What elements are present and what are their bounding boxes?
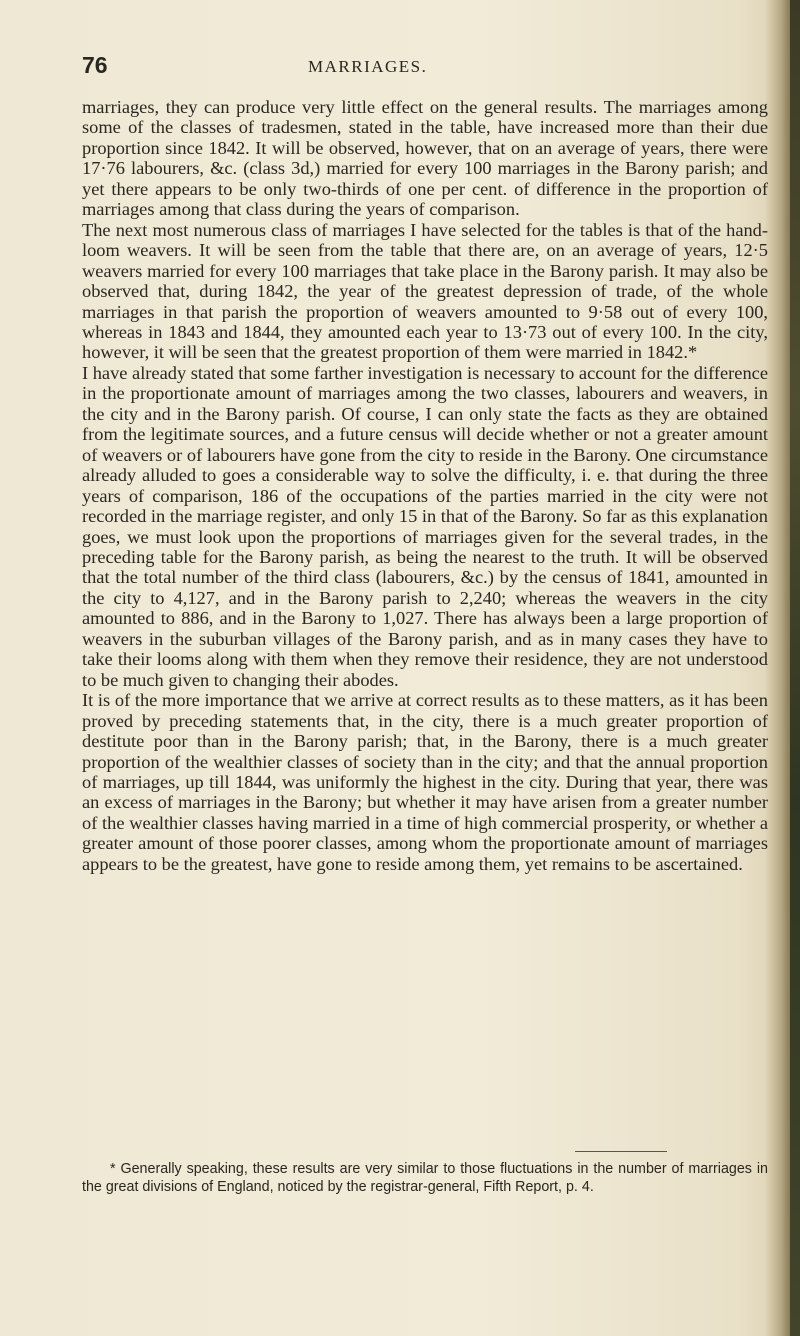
binding-edge — [790, 0, 800, 1336]
paragraph-1: marriages, they can produce very little effect on the general results. The marriages among some of the classes of tradesmen, stated in the table, have increased more than their due proportion since 1842. It will be observed, however, that on an average of years, there were 17·76 labourers, &c. (class 3d,) married for every 100 marriages in the Barony parish; and yet there appears to be only two-thirds of one per cent. of difference in the proportion of marriages among that class during the years of comparison. — [82, 97, 768, 220]
body-text — [82, 97, 768, 874]
paragraph-4: It is of the more importance that we arrive at correct results as to these matters, as it has been proved by preceding statements that, in the city, there is a much greater proportion of destitute poor than in the Barony parish; that, in the Barony, there is a much greater proportion of the wealthier classes of society than in the city; and that the annual proportion of marriages, up till 1844, was uniformly the highest in the city. During that year, there was an excess of marriages in the Barony; but whether it may have arisen from a greater number of the wealthier classes having married in a time of high commercial prosperity, or whether a greater amount of those poorer classes, among whom the proportionate amount of marriages appears to be the greatest, have gone to reside among them, yet remains to be ascertained. — [82, 690, 768, 874]
running-head: MARRIAGES. — [308, 57, 428, 76]
paragraph-2: The next most numerous class of marriages I have selected for the tables is that of the hand-loom weavers. It will be seen from the table that there are, on an average of years, 12·5 weavers married for every 100 marriages that take place in the Barony parish. It may also be observed that, during 1842, the year of the greatest depression of trade, of the whole marriages in that parish the proportion of weavers amounted to 9·58 out of every 100, whereas in 1843 and 1844, they amounted each year to 13·73 out of every 100. In the city, however, it will be seen that the greatest proportion of them were married in 1842.* — [82, 219, 768, 363]
footnote-rule — [575, 1151, 667, 1152]
page-number: 76 — [82, 52, 108, 78]
paragraph-3: I have already stated that some farther investigation is necessary to account for the difference in the proportionate amount of marriages among the two classes, labourers and weavers, in the city and in the Barony parish. Of course, I can only state the facts as they are obtained from the legitimate sources, and a future census will decide whether or not a greater amount of weavers or of labourers have gone from the city to reside in the Barony. One circumstance already alluded to goes a considerable way to solve the difficulty, i. e. that during the three years of comparison, 186 of the occupations of the parties married in the city were not recorded in the marriage register, and only 15 in that of the Barony. So far as this explanation goes, we must look upon the proportions of marriages given for the several trades, in the preceding table for the Barony parish, as being the nearest to the truth. It will be observed that the total number of the third class (labourers, &c.) by the census of 1841, amounted in the city to 4,127, and in the Barony parish to 2,240; whereas the weavers in the city amounted to 886, and in the Barony to 1,027. There has always been a large proportion of weavers in the suburban villages of the Barony parish, and as in many cases they have to take their looms along with them when they remove their residence, they are not understood to be much given to changing their abodes. — [82, 362, 768, 690]
page-gutter-edge — [764, 0, 800, 1336]
footnote: * Generally speaking, these results are very similar to those fluctuations in the number of marriages in the great divisions of England, noticed by the registrar-general, Fifth Report, p. 4. — [82, 1161, 768, 1195]
page-header — [82, 52, 762, 82]
